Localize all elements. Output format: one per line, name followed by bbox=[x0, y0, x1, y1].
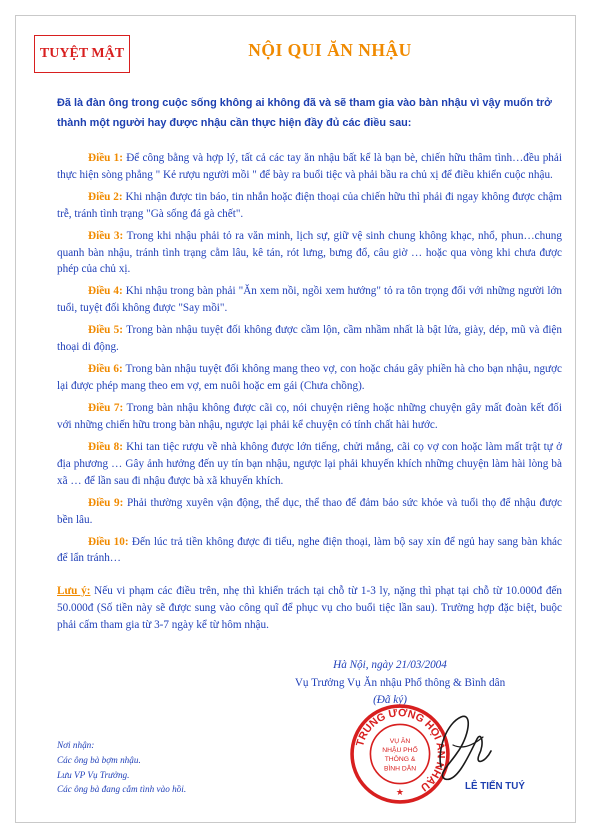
rule-text: Trong bàn nhậu tuyệt đối không được cầm lộn, cầm nhầm nhất là bật lửa, giày, dép, mũ và điện thoại di động. bbox=[57, 324, 562, 354]
seal-center-line: THÔNG & bbox=[384, 756, 416, 764]
seal-ring-text: TRUNG ƯƠNG HỘI ĂN NHẬU bbox=[354, 707, 447, 794]
seal-inner-ring bbox=[370, 724, 429, 783]
rule-label: Điều 1: bbox=[88, 152, 123, 164]
rule-4 bbox=[57, 283, 562, 317]
note-label: Lưu ý: bbox=[57, 585, 91, 597]
rule-7 bbox=[57, 400, 562, 434]
rule-10 bbox=[57, 534, 562, 568]
rule-label: Điều 7: bbox=[88, 402, 124, 415]
rule-text: Khi nhận được tin báo, tin nhắn hoặc điện thoại của chiến hữu thì phải đi ngay không được chậm trễ, tránh tình trạng "Gà sống đá gà chết". bbox=[57, 190, 562, 220]
seal-center-line: BÌNH DÂN bbox=[383, 765, 417, 773]
rule-9 bbox=[57, 495, 562, 529]
rule-label: Điều 8: bbox=[88, 441, 123, 454]
rule-6 bbox=[57, 361, 562, 395]
rule-3 bbox=[57, 228, 562, 278]
rule-text: Để công bằng và hợp lý, tất cả các tay ăn nhậu bất kể là bạn bè, chiến hữu thâm tình…đều phải thực hiện sòng phẳng " Kẻ rượu người mồi " để bày ra buổi tiệc và phải bầu ra chủ xị để điều khiển cuộc nhậu. bbox=[57, 152, 562, 181]
recipient-item: Các ông bà đang cắm tình vào hồi. bbox=[57, 784, 187, 795]
signer-name: LÊ TIẾN TUÝ bbox=[465, 781, 525, 792]
rule-label: Điều 2: bbox=[88, 190, 123, 203]
seal-center-line: NHẬU PHỔ bbox=[382, 746, 418, 754]
seal-center-line: VỤ ĂN bbox=[389, 737, 411, 745]
document-title: NỘI QUI ĂN NHẬU bbox=[248, 40, 412, 60]
note-text: Nếu vi phạm các điều trên, nhẹ thì khiển trách tại chỗ từ 1-3 ly, nặng thì phạt tại chỗ từ 10.000đ đến 50.000đ (Số tiền này sẽ được sung vào công quĩ để phục vụ cho buổi tiệc lần sau). Trường hợp đặc biệt, buộc phải cấm tham gia từ 3-7 ngày kể từ hôm nhậu. bbox=[57, 585, 563, 631]
recipients-heading: Nơi nhận: bbox=[57, 740, 95, 750]
intro-paragraph: Đã là đàn ông trong cuộc sống không ai không đã và sẽ tham gia vào bàn nhậu vì vậy muốn trở thành một người hay được nhậu cần thực hiện đầy đủ các điều sau: bbox=[57, 97, 552, 129]
rule-label: Điều 5: bbox=[88, 324, 123, 337]
handwritten-signature bbox=[427, 709, 497, 787]
rule-text: Khi tan tiệc rượu về nhà không được lớn tiếng, chửi mắng, cãi cọ vợ con hoặc làm mất trật tự ở địa phương … Gây ảnh hưởng đến uy tín bạn nhậu, ngược lại phải khuyến khích những chuyện làm hài lòng bà xã … để lần sau đi nhậu được bà xã khuyến khích. bbox=[57, 441, 562, 487]
rule-5 bbox=[57, 322, 562, 356]
recipient-item: Lưu VP Vụ Trưởng. bbox=[57, 769, 130, 780]
rule-label: Điều 4: bbox=[88, 285, 123, 298]
rule-text: Phải thường xuyên vận động, thể dục, thể thao để đảm bảo sức khỏe và tuổi thọ để nhậu được bền lâu. bbox=[57, 496, 562, 526]
seal-star-icon: ★ bbox=[395, 786, 405, 797]
rule-text: Khi nhậu trong bàn phải "Ăn xem nồi, ngồi xem hướng" tỏ ra tôn trọng đối với những người lớn tuổi, tuyệt đối không được "Say mồi". bbox=[57, 285, 562, 315]
signing-office: Vụ Trưởng Vụ Ăn nhậu Phổ thông & Bình dân bbox=[294, 677, 506, 689]
rule-label: Điều 3: bbox=[88, 229, 124, 242]
rule-text: Trong bàn nhậu không được cãi cọ, nói chuyện riêng hoặc những chuyện gây mất đoàn kết đối với những chiến hữu trong bàn nhậu, ngược lại phải kể chuyện có tính chất hài hước. bbox=[57, 402, 562, 431]
rule-label: Điều 10: bbox=[88, 535, 129, 548]
rule-label: Điều 6: bbox=[88, 363, 123, 376]
rule-label: Điều 9: bbox=[88, 496, 124, 509]
signed-note: (Đã ký) bbox=[373, 694, 407, 706]
rule-1 bbox=[57, 150, 562, 184]
rule-text: Đến lúc trả tiền không được đi tiểu, nghe điện thoại, làm bộ say xỉn để ngủ hay sang bàn khác để lẩn tránh… bbox=[57, 535, 562, 565]
signing-date: Hà Nội, ngày 21/03/2004 bbox=[333, 659, 447, 671]
rule-8 bbox=[57, 439, 562, 489]
rule-text: Trong bàn nhậu tuyệt đối không mang theo vợ, con hoặc cháu gây phiền hà cho bạn nhậu, ngược lại được phép mang theo em vợ, em nuôi hoặc em gái (Chưa chồng). bbox=[57, 363, 562, 393]
rule-2 bbox=[57, 189, 562, 223]
rule-text: Trong khi nhậu phải tỏ ra văn minh, lịch sự, giữ vệ sinh chung không khạc, nhổ, phun…chung quanh bàn nhậu, tránh tình trạng cằm lâu, kê tán, rót lưng, bưng đổ, câu giờ … hoặc qua vòng khi chưa được phép của chủ xị. bbox=[57, 229, 562, 276]
note-paragraph bbox=[57, 583, 562, 634]
recipients-block bbox=[57, 738, 277, 797]
recipient-item: Các ông bà bợm nhậu. bbox=[57, 754, 141, 765]
confidential-stamp: TUYỆT MẬT bbox=[34, 35, 130, 73]
rules-list bbox=[57, 150, 562, 573]
